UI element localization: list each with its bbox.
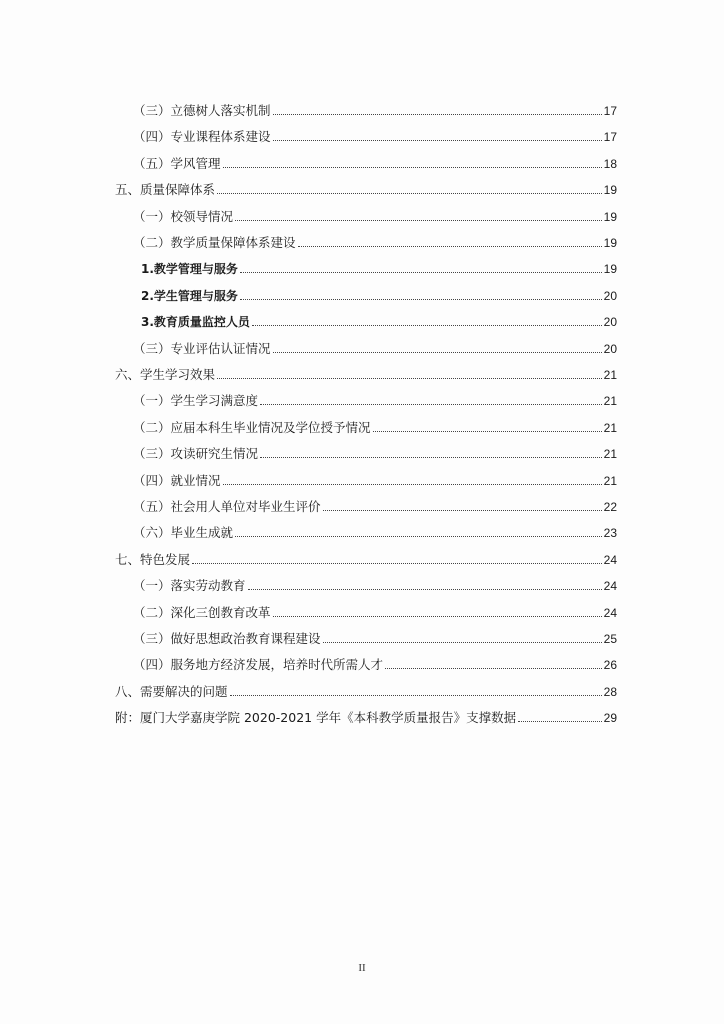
- toc-leader-dots: [252, 324, 602, 326]
- toc-entry[interactable]: [133, 123, 617, 145]
- toc-entry-page-number: 24: [603, 605, 617, 620]
- toc-entry-label: （三）做好思想政治教育课程建设: [133, 631, 321, 646]
- toc-entry-label: 附：厦门大学嘉庚学院 2020-2021 学年《本科教学质量报告》支撑数据: [115, 710, 517, 726]
- toc-leader-dots: [373, 430, 602, 432]
- toc-leader-dots: [223, 483, 602, 485]
- toc-entry[interactable]: [133, 467, 617, 489]
- toc-entry-label: （一）学生学习满意度: [133, 393, 259, 409]
- toc-entry-page-number: 28: [603, 684, 617, 699]
- toc-entry-page-number: 21: [603, 447, 617, 462]
- toc-entry-page-number: 24: [603, 579, 617, 594]
- toc-entry-label: （一）落实劳动教育: [133, 578, 246, 594]
- toc-entry-page-number: 19: [603, 183, 617, 198]
- toc-entry-label: （五）社会用人单位对毕业生评价: [133, 499, 321, 514]
- toc-leader-dots: [260, 403, 602, 405]
- toc-leader-dots: [273, 139, 602, 141]
- toc-leader-dots: [217, 377, 602, 379]
- toc-entry-label: （四）就业情况: [133, 472, 221, 488]
- toc-entry-label: （三）专业评估认证情况: [133, 340, 271, 356]
- toc-entry[interactable]: [141, 282, 617, 304]
- toc-entry[interactable]: [141, 308, 617, 330]
- toc-entry[interactable]: [141, 255, 617, 277]
- toc-entry[interactable]: [133, 625, 617, 647]
- toc-entry-label: （二）深化三创教育改革: [133, 604, 271, 620]
- toc-leader-dots: [385, 667, 602, 669]
- toc-leader-dots: [230, 694, 602, 696]
- toc-entry-page-number: 24: [603, 552, 617, 567]
- toc-entry[interactable]: [115, 176, 617, 198]
- toc-entry[interactable]: [133, 387, 617, 409]
- toc-entry-page-number: 17: [603, 130, 617, 145]
- toc-entry-page-number: 23: [603, 526, 617, 541]
- toc-entry[interactable]: [133, 519, 617, 541]
- toc-entry-label: （三）攻读研究生情况: [133, 446, 259, 462]
- toc-entry-label: （四）专业课程体系建设: [133, 129, 271, 145]
- toc-entry[interactable]: [133, 414, 617, 436]
- toc-entry-label: 七、特色发展: [115, 551, 191, 567]
- toc-leader-dots: [192, 562, 602, 564]
- toc-entry-label: （二）教学质量保障体系建设: [133, 235, 296, 250]
- toc-entry[interactable]: [115, 704, 617, 726]
- toc-entry-page-number: 21: [603, 394, 617, 409]
- toc-entry-page-number: 19: [603, 236, 617, 250]
- toc-entry-page-number: 21: [603, 420, 617, 435]
- toc-leader-dots: [223, 166, 602, 168]
- toc-entry-label: 五、质量保障体系: [115, 182, 216, 198]
- toc-entry-label: （四）服务地方经济发展，培养时代所需人才: [133, 657, 384, 673]
- toc-leader-dots: [298, 245, 602, 247]
- toc-entry-label: 八、需要解决的问题: [115, 683, 228, 699]
- toc-leader-dots: [273, 351, 602, 353]
- toc-entry-label: 2.学生管理与服务: [141, 288, 238, 303]
- toc-entry-page-number: 19: [603, 209, 617, 224]
- toc-entry-page-number: 21: [603, 473, 617, 488]
- toc-entry[interactable]: [133, 97, 617, 119]
- toc-leader-dots: [240, 298, 602, 300]
- toc-leader-dots: [235, 219, 602, 221]
- toc-entry-page-number: 20: [603, 341, 617, 356]
- toc-entry[interactable]: [115, 546, 617, 568]
- toc-leader-dots: [240, 271, 602, 273]
- toc-leader-dots: [235, 535, 602, 537]
- toc-entry-label: （二）应届本科生毕业情况及学位授予情况: [133, 419, 371, 435]
- toc-entry[interactable]: [133, 335, 617, 357]
- toc-leader-dots: [260, 456, 602, 458]
- page-number: II: [358, 962, 366, 974]
- toc-entry-label: （六）毕业生成就: [133, 525, 234, 541]
- toc-entry-label: （五）学风管理: [133, 155, 221, 171]
- toc-entry-page-number: 18: [603, 156, 617, 171]
- toc-entry-label: 1.教学管理与服务: [141, 262, 238, 277]
- toc-entry[interactable]: [133, 599, 617, 621]
- toc-entry[interactable]: [133, 572, 617, 594]
- toc-entry-page-number: 17: [603, 104, 617, 118]
- toc-leader-dots: [323, 641, 602, 643]
- toc-entry[interactable]: [133, 203, 617, 225]
- toc-entry-page-number: 22: [603, 500, 617, 514]
- toc-leader-dots: [273, 615, 602, 617]
- toc-entry-page-number: 29: [603, 711, 617, 726]
- toc-entry-label: 六、学生学习效果: [115, 367, 216, 382]
- toc-entry[interactable]: [115, 361, 617, 383]
- toc-leader-dots: [273, 113, 602, 115]
- toc-entry[interactable]: [133, 440, 617, 462]
- toc-leader-dots: [323, 509, 602, 511]
- toc-entry-page-number: 19: [603, 262, 617, 277]
- toc-entry[interactable]: [133, 229, 617, 251]
- toc-entry-label: 3.教育质量监控人员: [141, 315, 250, 330]
- toc-entry-page-number: 26: [603, 658, 617, 673]
- toc-entry[interactable]: [133, 150, 617, 172]
- toc-leader-dots: [217, 192, 602, 194]
- toc-entry-label: （三）立德树人落实机制: [133, 103, 271, 118]
- toc-entry-page-number: 20: [603, 288, 617, 303]
- toc-entry-page-number: 21: [603, 368, 617, 382]
- toc-leader-dots: [248, 588, 602, 590]
- toc-entry-page-number: 25: [603, 632, 617, 646]
- toc-entry[interactable]: [133, 651, 617, 673]
- toc-entry[interactable]: [115, 678, 617, 700]
- toc-leader-dots: [518, 720, 602, 722]
- toc-entry-label: （一）校领导情况: [133, 208, 234, 224]
- toc-entry-page-number: 20: [603, 315, 617, 330]
- toc-entry[interactable]: [133, 493, 617, 515]
